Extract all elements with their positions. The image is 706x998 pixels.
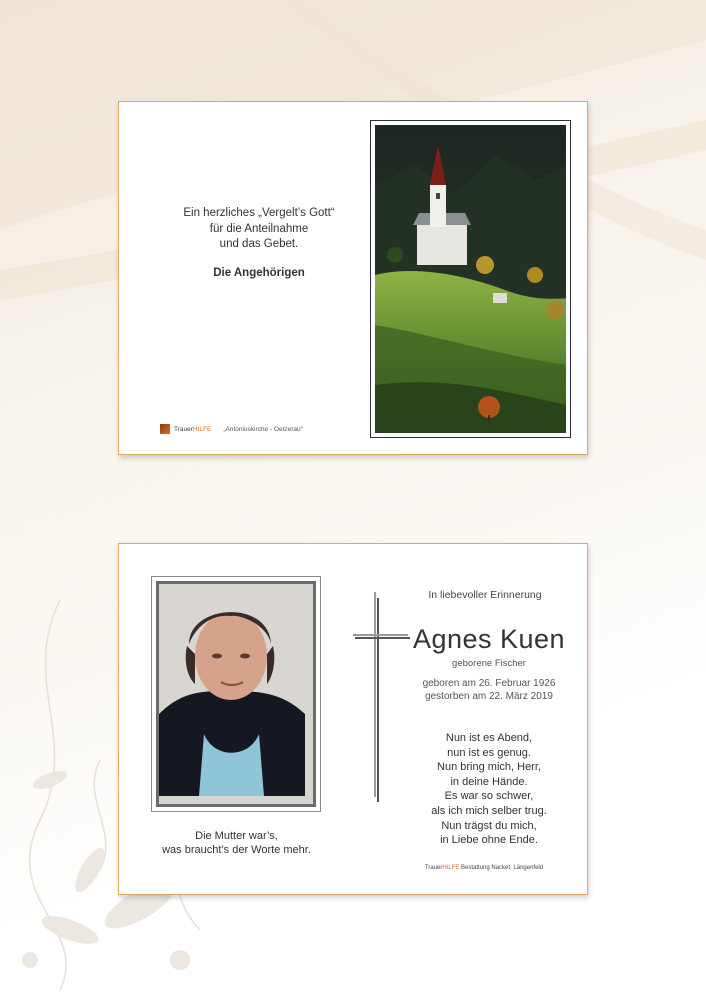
deceased-name: Agnes Kuen <box>412 624 566 654</box>
poem-line: in deine Hände. <box>450 775 528 788</box>
memorial-card <box>118 543 588 895</box>
death-date: gestorben am 22. März 2019 <box>425 690 553 702</box>
thanks-line: und das Gebet. <box>219 238 299 250</box>
footer-undertaker: Bestattung Nacket, Längenfeld <box>459 865 544 871</box>
poem-line: Nun ist es Abend, <box>445 732 533 744</box>
poem-line: Es war so schwer, <box>444 790 534 803</box>
trauerhilfe-logo-icon <box>160 424 170 434</box>
church-landscape-image <box>375 125 566 433</box>
signature: Die Angehörigen <box>213 266 305 279</box>
quote-line: was braucht’s der Worte mehr. <box>162 844 311 856</box>
poem-line: Nun trägst du mich, <box>441 819 537 832</box>
brand-hilfe: HILFE <box>192 425 212 433</box>
birth-date: geboren am 26. Februar 1926 <box>422 678 556 689</box>
footer-trauer: Trauer <box>424 865 443 871</box>
poem-line: in Liebe ohne Ende. <box>440 834 538 847</box>
thanks-text <box>139 206 379 281</box>
footer-brand <box>369 865 599 871</box>
life-dates <box>389 678 589 703</box>
quote-line: Die Mutter war’s, <box>195 830 278 842</box>
photo-caption: „Antoniuskirche - Oetzerau“ <box>223 425 303 433</box>
memory-line: In liebevoller Erinnerung <box>428 589 542 601</box>
brand-trauer: Trauer <box>174 425 193 433</box>
portrait-mat <box>156 581 316 807</box>
quote <box>139 829 334 857</box>
poem-line: als ich mich selber trug. <box>431 804 547 817</box>
maiden-name: geborene Fischer <box>452 658 526 669</box>
poem-line: nun ist es genug. <box>447 746 531 759</box>
thank-you-card <box>118 101 588 455</box>
footer-hilfe: HILFE <box>442 865 460 871</box>
thanks-line: für die Anteilnahme <box>209 222 309 235</box>
brand-line <box>160 424 303 434</box>
thanks-line: Ein herzliches „Vergelt’s Gott“ <box>183 207 335 219</box>
church-photo-frame <box>370 120 571 438</box>
portrait-frame <box>151 576 321 812</box>
poem <box>389 731 589 848</box>
portrait-photo <box>159 584 313 804</box>
poem-line: Nun bring mich, Herr, <box>437 761 541 774</box>
